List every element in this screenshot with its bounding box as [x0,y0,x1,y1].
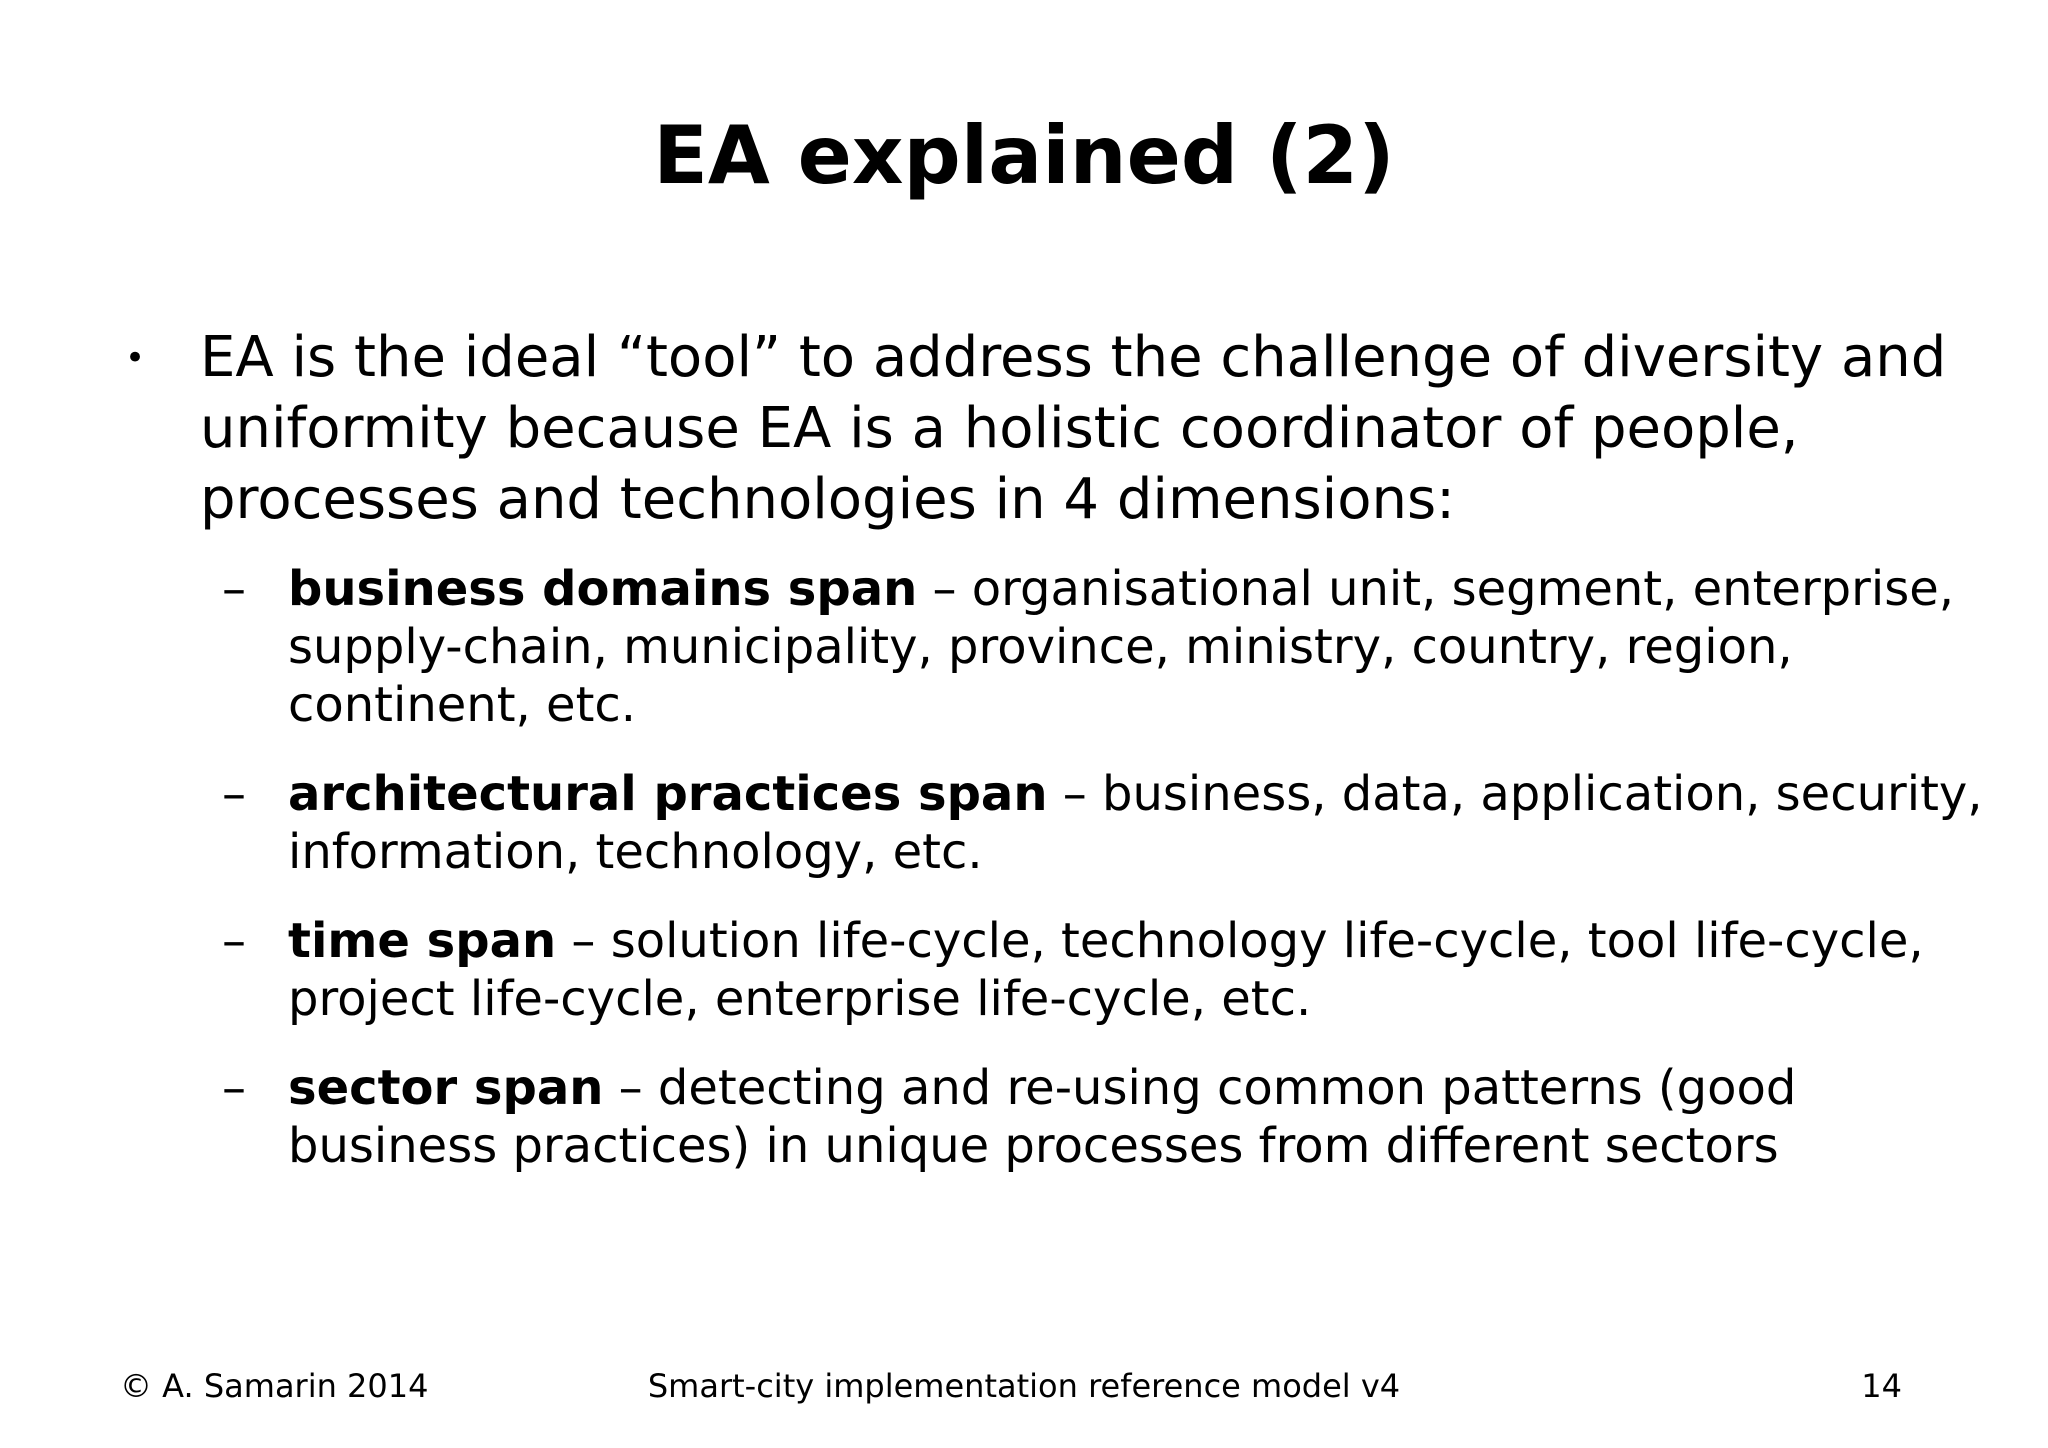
footer-copyright: © A. Samarin 2014 [120,1367,429,1405]
sub-bullet-text [288,912,1988,1028]
page-number: 14 [1861,1367,1902,1405]
bullet-marker: • [125,338,146,378]
dash-marker: – [222,1060,246,1116]
sub-bullet-description: – detecting and re-using common patterns (good business practices) in unique processes from different sectors [288,1060,1797,1174]
dash-marker: – [222,913,246,969]
sub-bullet-architectural-practices [222,765,2022,881]
footer-title: Smart-city implementation reference model v4 [647,1367,1401,1405]
main-bullet-text: EA is the ideal “tool” to address the challenge of diversity and uniformity because EA is a holistic coordinator of people, processes and technologies in 4 dimensions: [200,325,1947,532]
sub-bullet-text [288,560,1988,734]
sub-bullet-text [288,1059,1988,1175]
sub-bullet-description: – business, data, application, security, information, technology, etc. [288,766,1983,880]
sub-bullet-description: – solution life-cycle, technology life-cycle, tool life-cycle, project life-cycle, enterprise life-cycle, etc. [288,913,1924,1027]
sub-bullet-term: time span [288,913,557,969]
sub-bullet-term: business domains span [288,561,918,617]
sub-bullet-description: – organisational unit, segment, enterprise, supply-chain, municipality, province, ministry, country, region, continent, etc. [288,561,1955,733]
sub-bullet-time [222,912,2022,1028]
sub-bullet-sector [222,1059,2022,1175]
sub-bullet-text [288,765,1988,881]
sub-bullet-list [222,560,2022,1206]
slide-title: EA explained (2) [653,109,1395,202]
dash-marker: – [222,766,246,822]
dash-marker: – [222,561,246,617]
sub-bullet-term: sector span [288,1060,604,1116]
sub-bullet-business-domains [222,560,2022,734]
sub-bullet-term: architectural practices span [288,766,1048,822]
